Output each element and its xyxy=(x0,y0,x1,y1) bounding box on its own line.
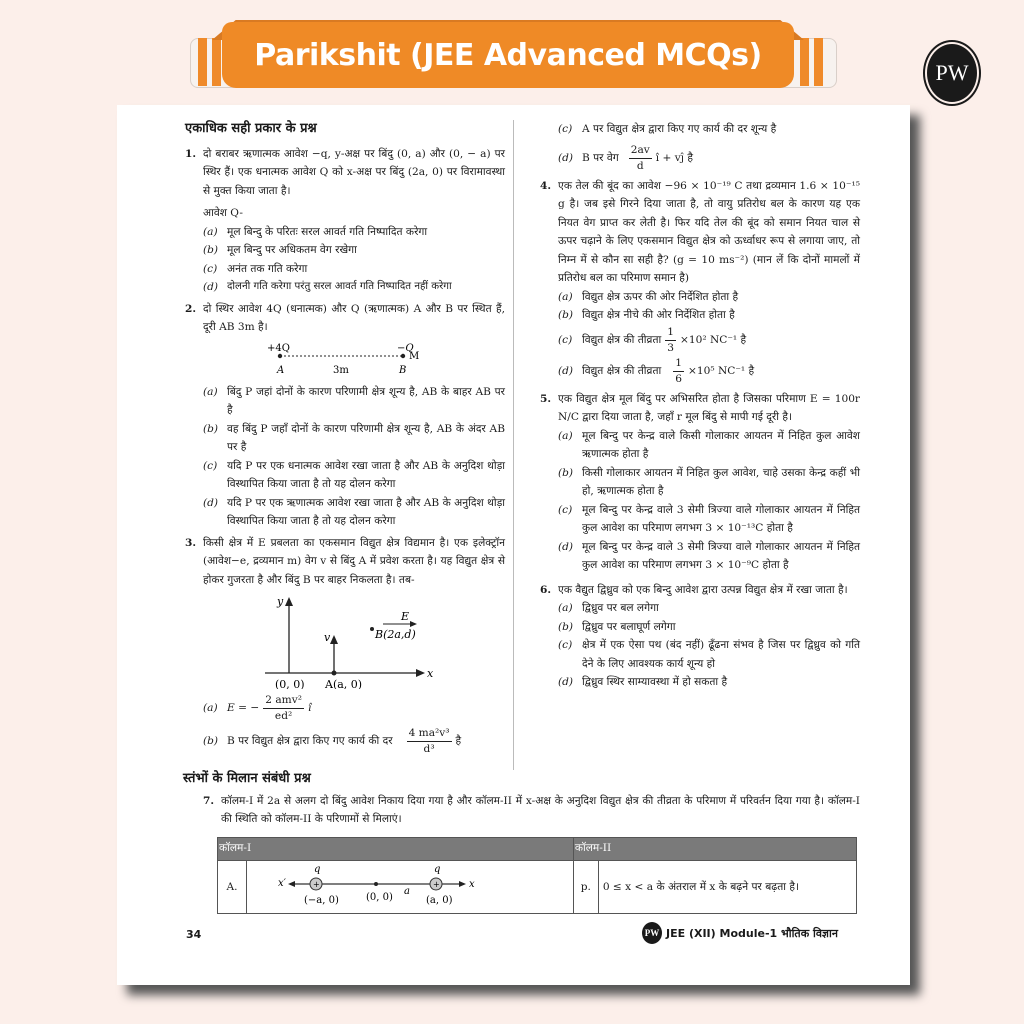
svg-text:(0, 0): (0, 0) xyxy=(366,891,393,903)
charge-label: +4Q xyxy=(267,342,290,354)
question-number: 4. xyxy=(540,179,552,192)
question-text: एक विद्युत क्षेत्र मूल बिंदु पर अभिसरित होता है जिसका परिमाण E = 100r N/C द्वारा दिया जाता है, जहाँ r मूल बिंदु से मापी गई दूरी है। xyxy=(558,392,860,423)
question-5 xyxy=(540,390,860,575)
question-number: 5. xyxy=(540,392,552,405)
point-label: A(a, 0) xyxy=(325,678,363,689)
axis-label: y xyxy=(277,595,284,608)
question-number: 3. xyxy=(185,536,197,549)
distance-label: 3m xyxy=(333,364,349,376)
option: (d) द्विध्रुव स्थिर साम्यावस्था में हो सकता है xyxy=(558,676,728,688)
column-divider xyxy=(513,120,514,770)
question-text: एक वैद्युत द्विध्रुव को एक बिन्दु आवेश द्वारा उत्पन्न विद्युत क्षेत्र में रखा जाता है। xyxy=(558,583,848,596)
question-text: दो स्थिर आवेश 4Q (धनात्मक) और Q (ऋणात्मक) A और B पर स्थित हैं, दूरी AB 3m है। xyxy=(203,302,505,333)
banner-title: Parikshit (JEE Advanced MCQs) xyxy=(222,22,794,88)
option: (a) E = − $\frac{\text{2 amv²}}{\text{ed²}}$ î xyxy=(203,694,312,722)
option: (d) विद्युत क्षेत्र की तीव्रता $\frac{1}{6}$ ×10⁵ NC⁻¹ है xyxy=(558,356,755,385)
column-header: कॉलम-I xyxy=(218,837,574,860)
result-text: 0 ≤ x < a के अंतराल में x के बढ़ने पर बढ़ता है। xyxy=(598,860,856,914)
option: (a) विद्युत क्षेत्र ऊपर की ओर निर्देशित होता है xyxy=(558,290,739,303)
option: (b) वह बिंदु P जहाँ दोनों के कारण परिणामी क्षेत्र शून्य है, AB के अंदर AB पर है xyxy=(203,422,505,453)
option: (b) B पर विद्युत क्षेत्र द्वारा किए गए कार्य की दर $\frac{\text{4 ma²v³}}{\text{d³}}$ है xyxy=(203,727,462,755)
question-1 xyxy=(185,145,505,297)
field-label: E xyxy=(401,610,410,623)
question-text: किसी क्षेत्र में E प्रबलता का एकसमान विद्युत क्षेत्र विद्यमान है। एक इलेक्ट्रॉन (आवेश−e, द्रव्यमान m) वेग v से बिंदु A में प्रवेश करता है। यह विद्युत क्षेत्र से होकर गुजरता है और बिंदु B पर बाहर निकलता है। तब- xyxy=(203,536,505,586)
point-label: A xyxy=(277,364,285,376)
pw-logo-icon: PW xyxy=(642,922,662,944)
question-2 xyxy=(185,300,505,531)
option: (d) यदि P पर एक ऋणात्मक आवेश रखा जाता है और AB के अनुदिश थोड़ा विस्थापित किया जाता है तो यह दोलन करेगा xyxy=(203,496,505,527)
option: (a) मूल बिन्दु पर केन्द्र वाले किसी गोलाकार आयतन में निहित कुल आवेश ऋणात्मक होता है xyxy=(558,429,860,460)
banner-stripe xyxy=(212,38,221,86)
question-text: कॉलम-I में 2a से अलग दो बिंदु आवेश निकाय दिया गया है और कॉलम-II में x-अक्ष के अनुदिश विद्युत क्षेत्र की तीव्रता के परिमाण में परिवर्तन दिया गया है। कॉलम-I की स्थिति को कॉलम-II के परिणामों से मिलाएं। xyxy=(221,794,860,825)
svg-text:(−a, 0): (−a, 0) xyxy=(304,894,339,906)
question-3 xyxy=(185,534,505,758)
question-4 xyxy=(540,177,860,387)
axis-label: x xyxy=(427,667,434,680)
question-number: 2. xyxy=(185,302,197,315)
option: (c) मूल बिन्दु पर केन्द्र वाले 3 सेमी त्रिज्या वाले गोलाकार आयतन में निहित कुल आवेश का परिमाण लगभग 3 × 10⁻¹³C होता है xyxy=(558,503,860,534)
axis-label: x′ xyxy=(278,877,286,889)
question-text: एक तेल की बूंद का आवेश −96 × 10⁻¹⁹ C तथा द्रव्यमान 1.6 × 10⁻¹⁵ g है। जब इसे गिरने दिया जाता है, तो वायु प्रतिरोध बल के कारण यह एक नियत वेग प्राप्त कर लेती है। फिर यदि तेल की बूंद को समान नियत चाल से ऊपर चढ़ाने के लिए एकसमान विद्युत क्षेत्र को ऊर्ध्वाधर रूप से लगाया जाए, तो निम्न में से कौन सा सही है? (g = 10 ms⁻²) (मान लें कि दोनों मामलों में प्रतिरोध बल का परिमाण समान है) xyxy=(558,179,860,284)
banner-stripe xyxy=(814,38,823,86)
point-label: M xyxy=(409,350,420,362)
left-column xyxy=(185,120,505,757)
svg-text:+: + xyxy=(313,879,320,889)
right-column xyxy=(540,120,860,692)
two-charges-diagram xyxy=(248,862,500,906)
point-label: B(2a,d) xyxy=(375,628,416,641)
option: (d) दोलनी गति करेगा परंतु सरल आवर्त गति निष्पादित नहीं करेगा xyxy=(203,281,452,293)
section-heading: स्तंभों के मिलान संबंधी प्रश्न xyxy=(183,771,311,786)
option: (a) मूल बिन्दु के परितः सरल आवर्त गति निष्पादित करेगा xyxy=(203,225,428,238)
footer-book xyxy=(642,922,838,944)
svg-text:(a, 0): (a, 0) xyxy=(426,894,453,906)
pw-logo-icon: PW xyxy=(925,42,979,104)
column-header: कॉलम-II xyxy=(573,837,856,860)
svg-text:+: + xyxy=(433,879,440,889)
row-label: A. xyxy=(218,860,247,914)
match-section xyxy=(185,770,860,914)
option: (a) बिंदु P जहां दोनों के कारण परिणामी क्षेत्र शून्य है, AB के बाहर AB पर है xyxy=(203,385,505,416)
question-6 xyxy=(540,581,860,692)
point-b xyxy=(401,353,405,357)
page-number: 34 xyxy=(186,928,202,941)
svg-text:q: q xyxy=(314,863,321,875)
option: (c) क्षेत्र में एक ऐसा पथ (बंद नहीं) ढूँढना संभव है जिस पर द्विध्रुव को गति देने के लिए आवश्यक कार्य शून्य हो xyxy=(558,639,860,670)
point-a xyxy=(278,353,282,357)
row-label: p. xyxy=(573,860,598,914)
option: (c) A पर विद्युत क्षेत्र द्वारा किए गए कार्य की दर शून्य है xyxy=(558,123,777,135)
section-heading: एकाधिक सही प्रकार के प्रश्न xyxy=(185,121,317,136)
svg-text:q: q xyxy=(434,863,441,875)
option: (c) अनंत तक गति करेगा xyxy=(203,262,308,275)
option: (d) B पर वेग $\frac{2av}{d}$ î + vĵ है xyxy=(558,143,694,172)
option: (b) मूल बिन्दु पर अधिकतम वेग रखेगा xyxy=(203,244,357,256)
axis-label: x xyxy=(469,878,475,890)
banner-stripe xyxy=(800,38,809,86)
option: (d) मूल बिन्दु पर केन्द्र वाले 3 सेमी त्रिज्या वाले गोलाकार आयतन में निहित कुल आवेश का परिमाण लगभग 3 × 10⁻⁹C होता है xyxy=(558,540,860,571)
question-number: 6. xyxy=(540,583,552,596)
question-number: 7. xyxy=(203,794,215,807)
option: (b) किसी गोलाकार आयतन में निहित कुल आवेश, चाहे उसका केन्द्र कहीं भी हो, ऋणात्मक होता है xyxy=(558,466,860,497)
charge-label: −Q xyxy=(397,342,414,354)
banner-stripe xyxy=(198,38,207,86)
electron-path-graph xyxy=(185,589,505,689)
option: (c) यदि P पर एक धनात्मक आवेश रखा जाता है और AB के अनुदिश थोड़ा विस्थापित किया जाता है तो यह दोलन करेगा xyxy=(203,459,505,490)
question-subtext: आवेश Q- xyxy=(203,207,243,219)
charges-diagram xyxy=(185,337,505,383)
option: (b) द्विध्रुव पर बलाघूर्ण लगेगा xyxy=(558,620,676,633)
option: (a) द्विध्रुव पर बल लगेगा xyxy=(558,602,659,614)
svg-text:a: a xyxy=(404,885,410,897)
book-title: JEE (XII) Module-1 भौतिक विज्ञान xyxy=(666,926,838,940)
velocity-label: v xyxy=(324,631,331,644)
charges-figure-cell xyxy=(247,860,574,914)
question-number: 1. xyxy=(185,147,197,160)
match-table xyxy=(217,837,857,915)
option: (b) विद्युत क्षेत्र नीचे की ओर निर्देशित होता है xyxy=(558,309,735,321)
option: (c) विद्युत क्षेत्र की तीव्रता $\frac{1}{3}$ ×10² NC⁻¹ है xyxy=(558,325,747,354)
point-label: (0, 0) xyxy=(275,678,305,689)
point-label: B xyxy=(399,364,407,376)
question-text: दो बराबर ऋणात्मक आवेश −q, y-अक्ष पर बिंदु (0, a) और (0, − a) पर स्थिर हैं। एक धनात्मक आवेश Q को x-अक्ष पर बिंदु (2a, 0) पर विरामावस्था से मुक्त किया जाता है। xyxy=(203,147,505,197)
